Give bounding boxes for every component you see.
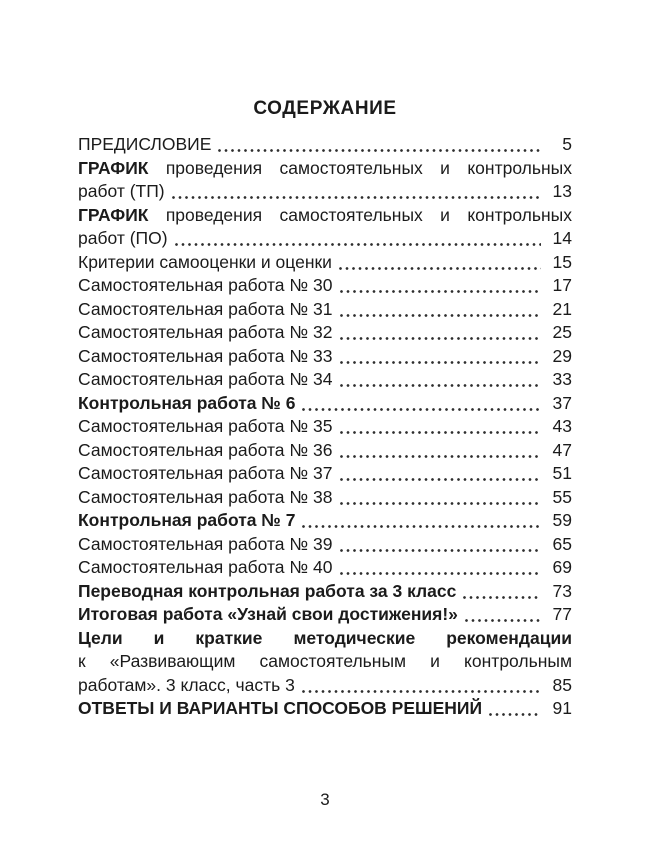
toc-entry-text [78,158,572,178]
toc-entry-last-line [78,439,572,463]
toc-entry-text-run: проведения самостоятельных и контрольных [148,157,572,178]
toc-entry-text [78,509,295,533]
toc-entry [78,415,572,439]
dot-leader [172,196,541,199]
toc-entry [78,157,572,204]
toc-entry-page-number: 13 [552,181,572,201]
toc-entry [78,509,572,533]
toc-entry-text [78,486,333,510]
toc-entry-last-line [78,697,572,721]
dot-leader [340,549,542,552]
toc-entry-text [78,392,295,416]
toc-entry-text-run: проведения самостоятельных и контрольных [148,204,572,225]
toc-entry-text-run: Самостоятельная работа № 36 [78,439,333,460]
toc-entry-page-number: 55 [552,486,572,507]
toc-entry-page-number: 59 [552,510,572,530]
toc-entry-text [78,180,165,204]
toc-entry-text-run: Самостоятельная работа № 33 [78,345,333,366]
toc-entry-last-line [78,486,572,510]
toc-entry-last-line [78,368,572,392]
toc-entry [78,251,572,275]
table-of-contents [78,133,572,721]
toc-entry-text [78,205,572,225]
toc-entry [78,533,572,557]
toc-entry-last-line [78,251,572,275]
toc-entry-text [78,415,333,439]
toc-entry-last-line [78,556,572,580]
toc-entry-text [78,368,333,392]
dot-leader [218,149,541,152]
toc-entry-text-run: Контрольная работа № 7 [78,510,296,530]
toc-entry-last-line [78,462,572,486]
toc-entry-text-run: Самостоятельная работа № 35 [78,416,333,436]
toc-entry-text-run: Самостоятельная работа № 34 [78,369,333,389]
dot-leader [302,408,541,411]
toc-entry-page-number: 25 [552,322,572,342]
toc-entry-text-run: Самостоятельная работа № 37 [78,463,333,483]
toc-entry [78,439,572,463]
toc-entry-last-line [78,674,572,698]
toc-entry-text-run: Самостоятельная работа № 30 [78,275,333,295]
toc-entry-text [78,345,333,369]
toc-entry-last-line [78,298,572,322]
toc-entry-page-number: 29 [552,345,572,366]
toc-entry-last-line [78,133,572,157]
toc-entry [78,580,572,604]
toc-entry-page-number: 37 [552,392,572,413]
toc-entry-last-line [78,345,572,369]
toc-entry [78,462,572,486]
toc-entry-text [78,274,333,298]
toc-entry [78,274,572,298]
dot-leader [339,267,541,270]
toc-entry-text-run: Самостоятельная работа № 38 [78,486,333,507]
toc-entry [78,298,572,322]
toc-entry-text-run: к «Развивающим самостоятельным и контрольным [78,651,572,671]
dot-leader [489,713,541,716]
toc-entry-last-line [78,509,572,533]
dot-leader [340,384,542,387]
toc-entry-text [78,580,456,604]
toc-entry-text-run: ПРЕДИСЛОВИЕ [78,134,212,154]
toc-entry [78,697,572,721]
toc-entry [78,603,572,627]
toc-entry-text-run: работам». 3 класс, часть 3 [78,674,295,695]
toc-entry-page-number: 5 [562,134,572,154]
toc-entry-text-run: Самостоятельная работа № 32 [78,322,333,342]
dot-leader [340,478,542,481]
toc-entry-page-number: 43 [552,416,572,436]
toc-entry-text-run: Самостоятельная работа № 39 [78,533,333,554]
toc-entry-text-run: Самостоятельная работа № 40 [78,557,333,577]
toc-entry-page-number: 33 [552,369,572,389]
dot-leader [465,619,541,622]
toc-entry [78,133,572,157]
toc-entry-last-line [78,180,572,204]
toc-entry-text-run: Контрольная работа № 6 [78,392,296,413]
toc-entry-page-number: 47 [552,439,572,460]
toc-entry-text-run: Итоговая работа «Узнай свои достижения!» [78,604,458,624]
toc-entry-text-run: Самостоятельная работа № 31 [78,298,333,319]
dot-leader [302,525,541,528]
toc-entry-page-number: 69 [552,557,572,577]
toc-entry-text [78,533,333,557]
toc-entry-text [78,321,333,345]
page-number: 3 [320,790,330,809]
toc-entry-text [78,133,211,157]
toc-entry-page-number: 15 [552,251,572,272]
toc-entry-last-line [78,321,572,345]
toc-entry-last-line [78,227,572,251]
toc-entry-text [78,439,333,463]
dot-leader [340,314,542,317]
toc-entry [78,321,572,345]
toc-entry [78,204,572,251]
toc-entry [78,486,572,510]
toc-entry-page-number: 51 [552,463,572,483]
toc-entry [78,627,572,698]
toc-entry-last-line [78,533,572,557]
toc-entry-text-run: Переводная контрольная работа за 3 класс [78,580,457,601]
toc-entry-page-number: 14 [552,228,572,248]
dot-leader [340,572,542,575]
toc-entry-text [78,628,572,648]
toc-entry-text [78,227,168,251]
toc-entry-line [78,204,572,228]
toc-entry [78,345,572,369]
dot-leader [340,361,542,364]
dot-leader [340,290,542,293]
toc-entry-text-run: работ (ПО) [78,228,168,248]
toc-entry-last-line [78,415,572,439]
toc-entry-text-run: ГРАФИК [78,204,149,225]
toc-entry [78,392,572,416]
toc-entry-page-number: 17 [552,275,572,295]
toc-entry-text-run: Критерии самооценки и оценки [78,251,332,272]
toc-entry-page-number: 65 [552,533,572,554]
toc-entry [78,556,572,580]
toc-entry-text [78,556,333,580]
toc-entry-line [78,650,572,674]
toc-entry-page-number: 21 [552,298,572,319]
toc-entry-text [78,674,295,698]
toc-entry-line [78,627,572,651]
dot-leader [340,455,542,458]
toc-entry-line [78,157,572,181]
toc-entry-page-number: 85 [552,674,572,695]
toc-entry-text [78,697,482,721]
toc-entry-text [78,462,333,486]
page-title: СОДЕРЖАНИЕ [253,98,397,119]
toc-entry-text [78,651,572,671]
toc-entry-text-run: работ (ТП) [78,181,165,201]
toc-entry-text-run: ГРАФИК [78,157,149,178]
dot-leader [340,431,542,434]
dot-leader [302,690,541,693]
dot-leader [175,243,541,246]
dot-leader [463,596,541,599]
dot-leader [340,337,542,340]
toc-entry-page-number: 73 [552,580,572,601]
toc-entry-text-run: Цели и краткие методические рекомендации [78,627,572,648]
toc-entry-last-line [78,580,572,604]
toc-entry-text [78,603,458,627]
toc-entry-last-line [78,392,572,416]
toc-entry [78,368,572,392]
toc-entry-text [78,298,333,322]
toc-entry-page-number: 77 [552,604,572,624]
toc-entry-last-line [78,274,572,298]
toc-entry-text [78,251,332,275]
toc-entry-last-line [78,603,572,627]
toc-entry-text-run: ОТВЕТЫ И ВАРИАНТЫ СПОСОБОВ РЕШЕНИЙ [78,698,483,718]
toc-entry-page-number: 91 [552,698,572,718]
dot-leader [340,502,542,505]
